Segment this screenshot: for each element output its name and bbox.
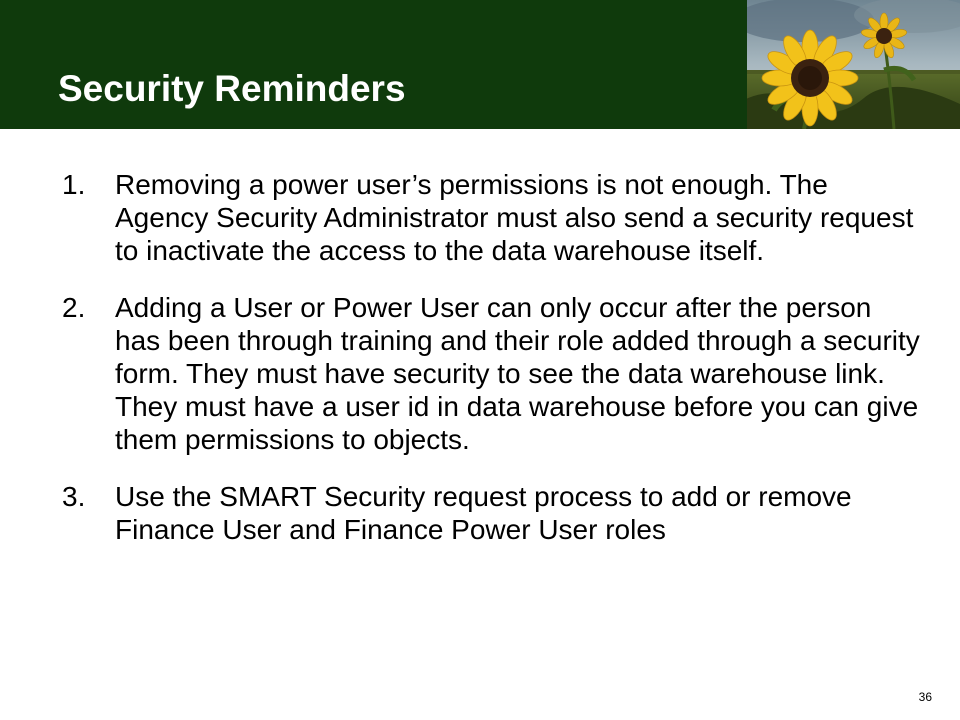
list-item-text: Removing a power user’s permissions is not enough. The Agency Security Administrator must also send a security request to inactivate the access to the data warehouse itself. <box>115 169 914 266</box>
list-item <box>62 291 922 456</box>
slide-title: Security Reminders <box>58 68 406 109</box>
list-item <box>62 168 922 267</box>
page-number: 36 <box>918 690 932 704</box>
sunflower-photo <box>744 0 960 129</box>
numbered-list <box>62 168 922 570</box>
list-item <box>62 480 922 546</box>
list-item-number: 1. <box>62 169 86 200</box>
list-item-text: Use the SMART Security request process to add or remove Finance User and Finance Power User roles <box>115 481 852 545</box>
list-item-number: 3. <box>62 481 86 512</box>
list-item-text: Adding a User or Power User can only occur after the person has been through training and their role added through a security form. They must have security to see the data warehouse link. They must have a user id in data warehouse before you can give them permissions to objects. <box>115 292 920 455</box>
list-item-number: 2. <box>62 292 86 323</box>
